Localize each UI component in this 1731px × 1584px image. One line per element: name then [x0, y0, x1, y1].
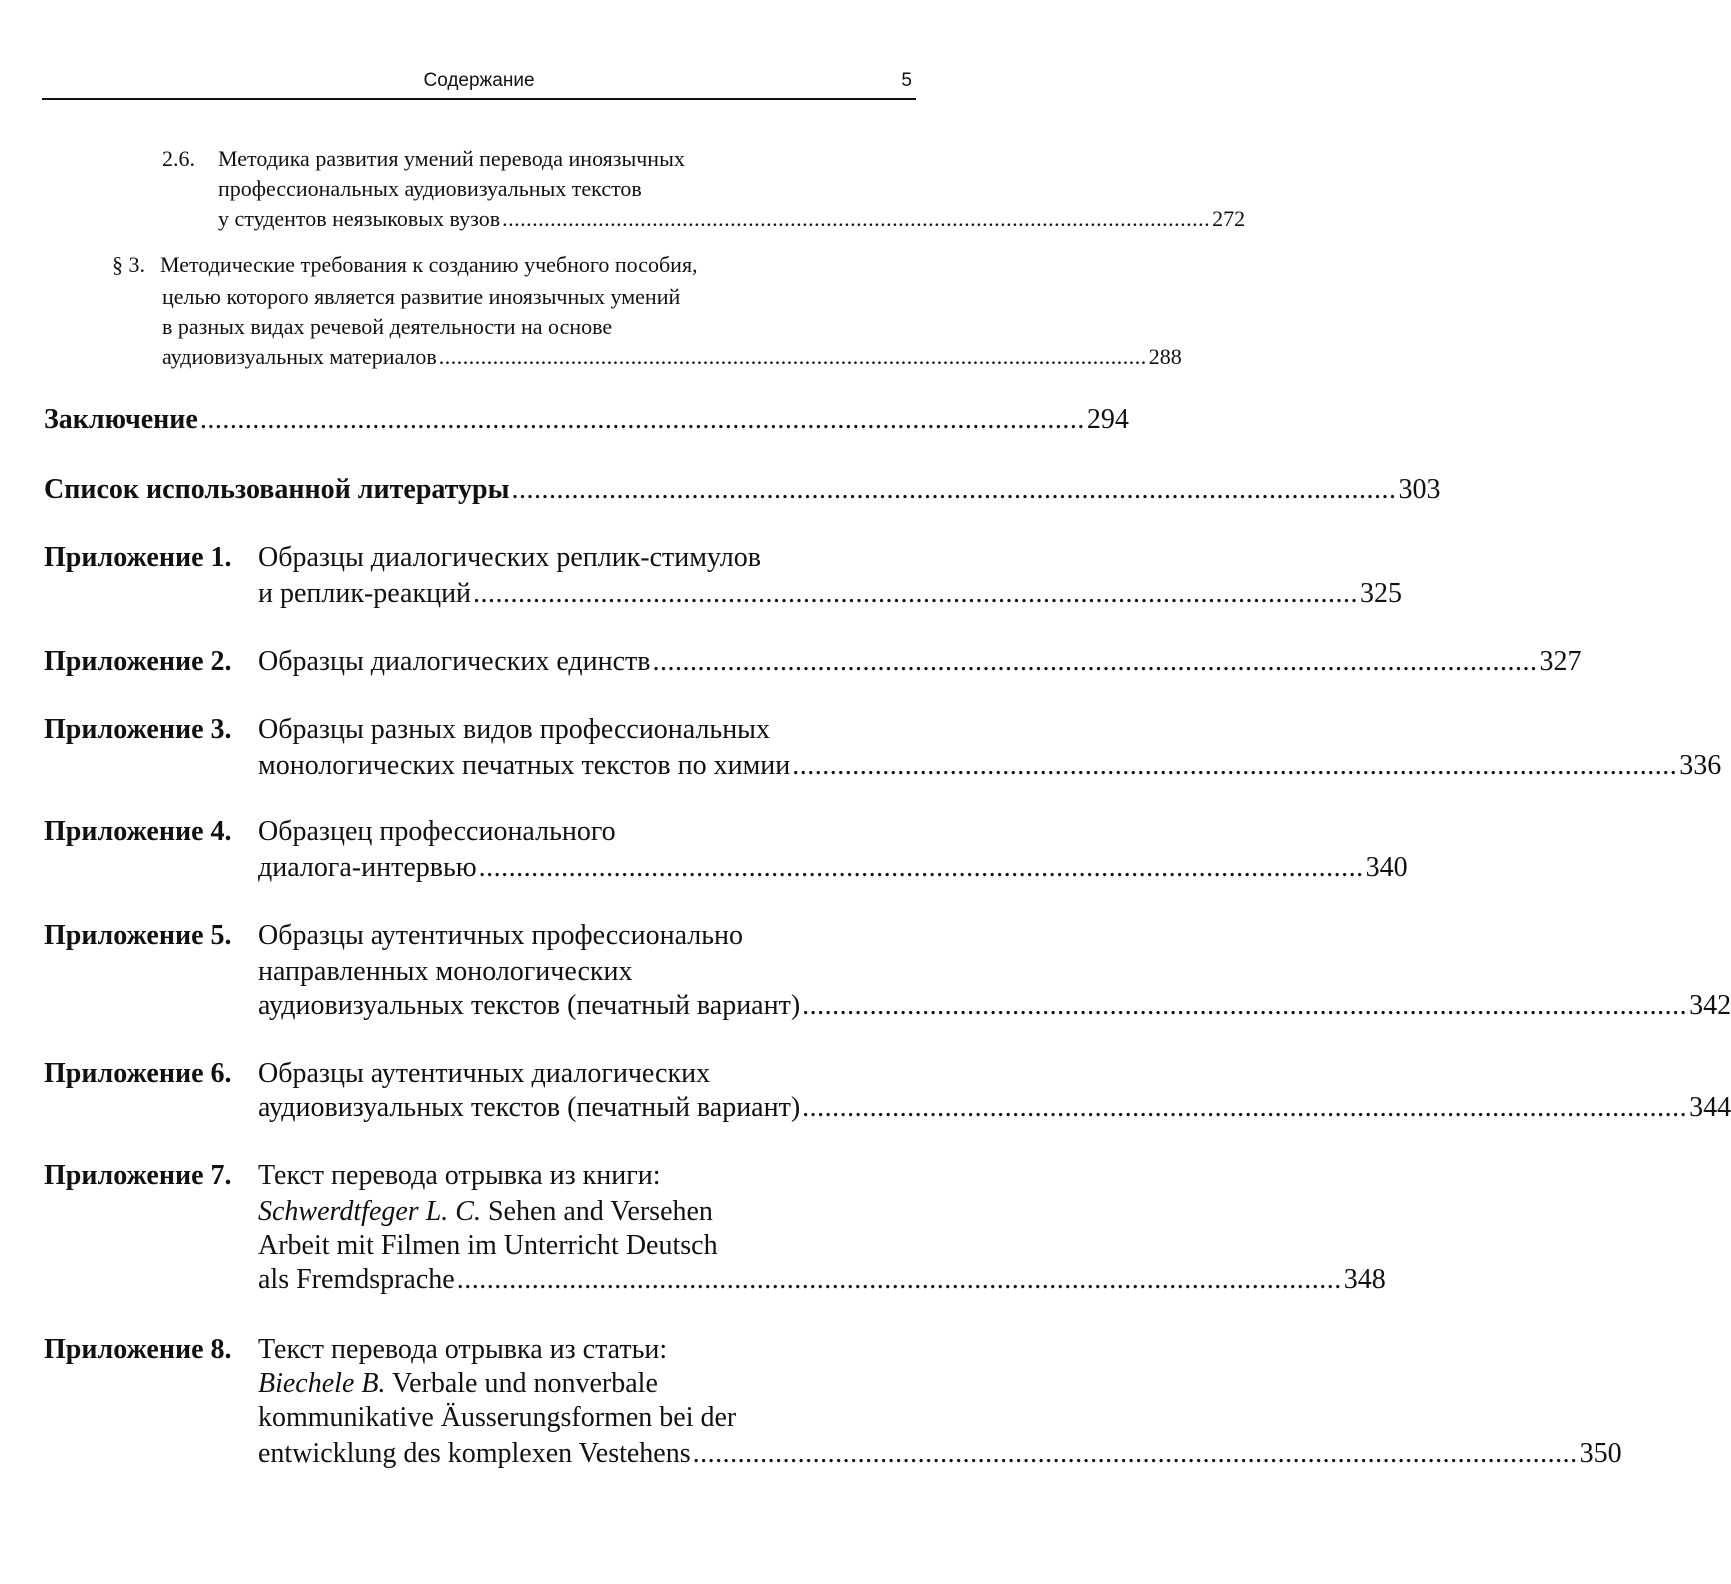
entry-text-line: Образцы аутентичных диалогических — [258, 1058, 711, 1089]
dot-leader: ...................................................................................................................... — [692, 1438, 1578, 1469]
entry-title: Заключение — [44, 404, 198, 435]
entry-number: 2.6. — [162, 146, 195, 171]
entry-text-line: и реплик-реакций — [258, 578, 472, 609]
entry-page-number: 336 — [1679, 750, 1722, 781]
entry-page-number: 303 — [1398, 474, 1441, 505]
dot-leader: ...................................................................................................................... — [473, 578, 1359, 609]
appendix-label: Приложение 3. — [44, 714, 232, 745]
appendix-label: Приложение 4. — [44, 816, 232, 847]
entry-text-line: аудиовизуальных текстов (печатный вариант) — [258, 990, 801, 1021]
toc-leader-line — [258, 646, 1582, 678]
toc-leader-line — [258, 1438, 1622, 1470]
entry-text-line: Arbeit mit Filmen im Unterricht Deutsch — [258, 1230, 718, 1261]
entry-text-line: Образцы аутентичных профессионально — [258, 920, 743, 951]
toc-leader-line — [218, 206, 1246, 232]
dot-leader: ...................................................................................................................... — [199, 404, 1085, 435]
toc-leader-line — [258, 1264, 1386, 1296]
entry-page-number: 344 — [1689, 1092, 1731, 1123]
appendix-label: Приложение 7. — [44, 1160, 232, 1191]
author-name: Biechele B. — [258, 1368, 386, 1399]
entry-text-line: Текст перевода отрывка из статьи: — [258, 1334, 668, 1365]
entry-page-number: 294 — [1086, 404, 1129, 435]
appendix-label: Приложение 6. — [44, 1058, 232, 1089]
entry-page-number: 340 — [1365, 852, 1408, 883]
appendix-label: Приложение 1. — [44, 542, 232, 573]
entry-page-number: 348 — [1343, 1264, 1386, 1295]
entry-text-line: монологических печатных текстов по химии — [258, 750, 791, 781]
entry-page-number: 327 — [1539, 646, 1582, 677]
entry-page-number: 342 — [1689, 990, 1731, 1021]
toc-leader-line — [162, 344, 1182, 370]
author-name: Schwerdtfeger L. C. — [258, 1196, 481, 1227]
dot-leader: ...................................................................................................................... — [802, 990, 1688, 1021]
toc-leader-line — [258, 1092, 1731, 1124]
toc-leader-line — [258, 578, 1403, 610]
running-header — [42, 68, 916, 100]
dot-leader: ...................................................................................................................... — [478, 852, 1364, 883]
entry-text-line: Методика развития умений перевода иноязычных — [218, 146, 685, 171]
appendix-label: Приложение 5. — [44, 920, 232, 951]
entry-text-line: аудиовизуальных текстов (печатный вариант) — [258, 1092, 801, 1123]
entry-text-line: Образцы разных видов профессиональных — [258, 714, 770, 745]
dot-leader: ...................................................................................................................... — [802, 1092, 1688, 1123]
entry-text-line: Текст перевода отрывка из книги: — [258, 1160, 661, 1191]
dot-leader: ...................................................................................................................... — [792, 750, 1678, 781]
entry-text-line: Образцец профессионального — [258, 816, 616, 847]
toc-leader-line — [258, 750, 1722, 782]
entry-page-number: 272 — [1212, 206, 1246, 231]
entry-text-line: целью которого является развитие иноязычных умений — [162, 284, 681, 309]
entry-page-number: 350 — [1579, 1438, 1622, 1469]
entry-title: Список использованной литературы — [44, 474, 510, 505]
entry-text-line: у студентов неязыковых вузов — [218, 206, 501, 231]
entry-text-line: als Fremdsprache — [258, 1264, 455, 1295]
dot-leader: ...................................................................................................................... — [652, 646, 1538, 677]
toc-entry-conclusion — [44, 404, 1129, 436]
entry-page-number: 325 — [1360, 578, 1403, 609]
entry-text-line: Образцы диалогических единств — [258, 646, 651, 677]
entry-text-line: Методические требования к созданию учебного пособия, — [160, 252, 698, 277]
entry-text-line — [258, 1196, 713, 1228]
toc-leader-line — [258, 990, 1731, 1022]
entry-text-line — [258, 1368, 658, 1400]
dot-leader: ...................................................................................................................... — [502, 206, 1211, 231]
dot-leader: ...................................................................................................................... — [511, 474, 1397, 505]
entry-text-line: направленных монологических — [258, 956, 633, 987]
toc-entry-references — [44, 474, 1441, 506]
header-page-number: 5 — [901, 70, 912, 91]
dot-leader: ...................................................................................................................... — [456, 1264, 1342, 1295]
entry-title-fragment: Verbale und nonverbale — [385, 1368, 658, 1399]
entry-text-line: entwicklung des komplexen Vestehens — [258, 1438, 691, 1469]
entry-text-line: kommunikative Äusserungsformen bei der — [258, 1402, 737, 1433]
entry-text-line: Образцы диалогических реплик-стимулов — [258, 542, 761, 573]
entry-title-fragment: Sehen and Versehen — [480, 1196, 713, 1227]
entry-text-line: диалога-интервью — [258, 852, 477, 883]
dot-leader: ...................................................................................................................... — [438, 344, 1147, 369]
appendix-label: Приложение 2. — [44, 646, 232, 677]
entry-page-number: 288 — [1148, 344, 1182, 369]
appendix-label: Приложение 8. — [44, 1334, 232, 1365]
entry-text-line: аудиовизуальных материалов — [162, 344, 437, 369]
entry-number: § 3. — [112, 252, 145, 277]
header-title: Содержание — [423, 70, 535, 91]
entry-text-line: профессиональных аудиовизуальных текстов — [218, 176, 642, 201]
entry-text-line: в разных видах речевой деятельности на основе — [162, 314, 613, 339]
toc-leader-line — [258, 852, 1408, 884]
